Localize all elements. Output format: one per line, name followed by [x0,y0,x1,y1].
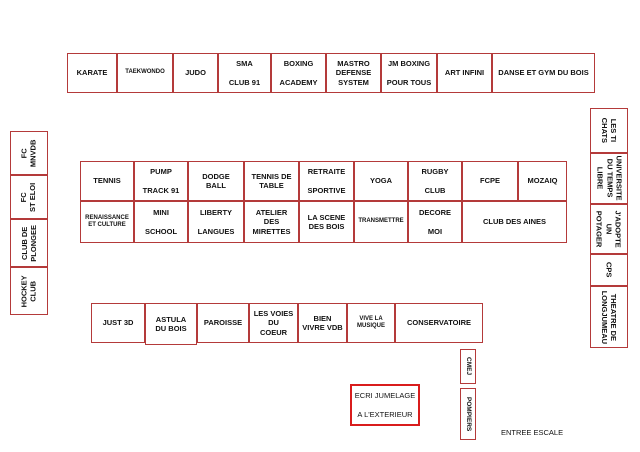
stand-fcpe: FCPE [462,161,518,201]
stand-sma-club-91: SMA CLUB 91 [218,53,271,93]
stand-art-infini: ART INFINI [437,53,492,93]
stand-les-voies-du-coeur: LES VOIES DU COEUR [249,303,298,343]
stand-cps: CPS [590,254,628,286]
stand-dodge-ball: DODGE BALL [188,161,244,201]
stand-cmej: CMEJ [460,349,476,384]
stand-tennis-de-table: TENNIS DE TABLE [244,161,299,201]
stand-rugby-club: RUGBY CLUB [408,161,462,201]
stand-mozaiq: MOZAIQ [518,161,567,201]
stand-taekwondo: TAEKWONDO [117,53,173,93]
stand-fc-st-eloi: FC ST ELOI [10,175,48,219]
stand-retraite-sportive: RETRAITE SPORTIVE [299,161,354,201]
stand-vive-la-musique: VIVE LA MUSIQUE [347,303,395,343]
stand-les-ti-chats: LES TI CHATS [590,108,628,153]
stand-atelier-des-mirettes: ATELIER DES MIRETTES [244,201,299,243]
stand-paroisse: PAROISSE [197,303,249,343]
stand-mini-school: MINI SCHOOL [134,201,188,243]
stand-karate: KARATE [67,53,117,93]
stand-transmettre: TRANSMETTRE [354,201,408,243]
stand-astula-du-bois: ASTULA DU BOIS [145,303,197,345]
stand-la-scene-des-bois: LA SCENE DES BOIS [299,201,354,243]
stand-pompiers: POMPIERS [460,388,476,440]
stand-mastro-defense-system: MASTRO DEFENSE SYSTEM [326,53,381,93]
stand-club-des-aines: CLUB DES AINES [462,201,567,243]
stand-tennis: TENNIS [80,161,134,201]
stand-ecri-jumelage: ECRI JUMELAGE A L'EXTERIEUR [350,384,420,426]
entrance-label: ENTREE ESCALE [501,428,564,437]
stand-fc-mnvdb: FC MNVDB [10,131,48,175]
stand-liberty-langues: LIBERTY LANGUES [188,201,244,243]
stand-decore-moi: DECORE MOI [408,201,462,243]
stand-renaissance-et-culture: RENAISSANCE ET CULTURE [80,201,134,243]
stand-pump-track: PUMP TRACK 91 [134,161,188,201]
stand-j-adopte-un-potager: J'ADOPTE UN POTAGER [590,204,628,254]
stand-jm-boxing: JM BOXING POUR TOUS [381,53,437,93]
stand-theatre-de-longjumeau: THEATRE DE LONGJUMEAU [590,286,628,348]
stand-danse-et-gym: DANSE ET GYM DU BOIS [492,53,595,93]
stand-just-3d: JUST 3D [91,303,145,343]
stand-judo: JUDO [173,53,218,93]
stand-hockey-club: HOCKEY CLUB [10,267,48,315]
stand-boxing-academy: BOXING ACADEMY [271,53,326,93]
stand-bien-vivre-vdb: BIEN VIVRE VDB [298,303,347,343]
stand-club-de-plongee: CLUB DE PLONGEE [10,219,48,267]
stand-universite-du-temps-libre: UNIVERSITE DU TEMPS LIBRE [590,153,628,204]
stand-yoga: YOGA [354,161,408,201]
stand-conservatoire: CONSERVATOIRE [395,303,483,343]
